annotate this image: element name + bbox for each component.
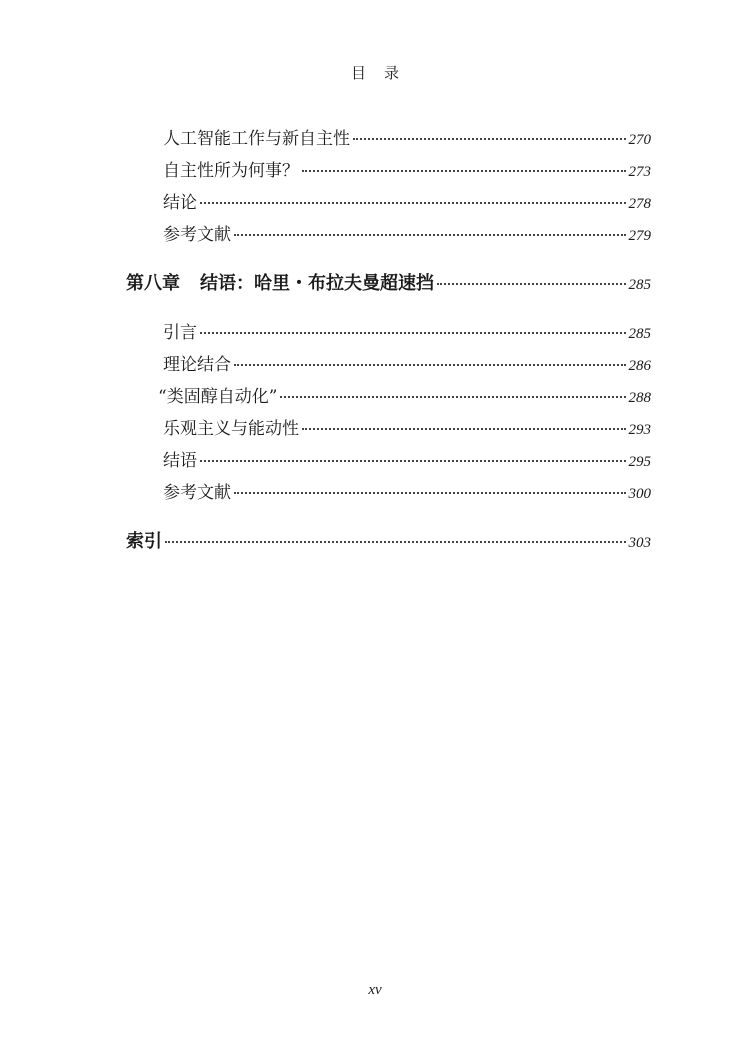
toc-entry-page: 278 xyxy=(628,196,651,212)
dot-leader xyxy=(200,460,626,462)
page-number: xv xyxy=(368,982,382,998)
dot-leader xyxy=(234,234,626,236)
dot-leader xyxy=(302,428,626,430)
toc-entry-title: 自主性所为何事？ xyxy=(163,161,299,181)
toc-chapter-title xyxy=(126,269,434,295)
toc-entry-title: “类固醇自动化” xyxy=(158,387,278,407)
toc-index-entry[interactable] xyxy=(126,527,651,553)
toc-index-title: 索引 xyxy=(126,531,162,552)
chapter-title: 结语：哈里・布拉夫曼超速挡 xyxy=(200,273,434,294)
toc-entry[interactable] xyxy=(163,478,651,503)
toc-entry[interactable] xyxy=(163,446,651,471)
toc-entry-title: 乐观主义与能动性 xyxy=(163,419,299,439)
dot-leader xyxy=(234,364,626,366)
toc-entry[interactable] xyxy=(163,156,651,181)
dot-leader xyxy=(280,396,625,398)
dot-leader xyxy=(353,138,626,140)
toc-entry-page: 288 xyxy=(628,390,651,406)
toc-entry[interactable] xyxy=(163,124,651,149)
toc-entry-page: 285 xyxy=(628,277,651,293)
dot-leader xyxy=(234,492,626,494)
toc-entry[interactable] xyxy=(158,382,651,407)
dot-leader xyxy=(200,332,626,334)
page-header xyxy=(0,62,750,83)
toc-entry[interactable] xyxy=(163,188,651,213)
chapter-label: 第八章 xyxy=(126,273,180,294)
dot-leader xyxy=(437,283,626,285)
toc-entry[interactable] xyxy=(163,350,651,375)
toc-entry[interactable] xyxy=(163,220,651,245)
toc-entry-page: 286 xyxy=(628,358,651,374)
toc-entry-page: 293 xyxy=(628,422,651,438)
toc-entry-title: 人工智能工作与新自主性 xyxy=(163,129,350,149)
toc-entry-page: 273 xyxy=(628,164,651,180)
toc-entry[interactable] xyxy=(163,318,651,343)
header-title-part2: 录 xyxy=(384,64,400,82)
toc-chapter-entry[interactable] xyxy=(126,269,651,295)
toc-entry-title: 结论 xyxy=(163,193,197,213)
toc-entry-page: 270 xyxy=(628,132,651,148)
dot-leader xyxy=(165,541,626,543)
toc-entry-page: 295 xyxy=(628,454,651,470)
toc-entry-page: 285 xyxy=(628,326,651,342)
toc-entry-page: 300 xyxy=(628,486,651,502)
dot-leader xyxy=(200,202,626,204)
toc-entry-title: 结语 xyxy=(163,451,197,471)
toc-entry[interactable] xyxy=(163,414,651,439)
toc-entry-title: 理论结合 xyxy=(163,355,231,375)
dot-leader xyxy=(302,170,626,172)
toc-entry-page: 303 xyxy=(628,535,651,551)
toc-entry-title: 引言 xyxy=(163,323,197,343)
header-title-part1: 目 xyxy=(350,64,366,82)
toc-entry-page: 279 xyxy=(628,228,651,244)
toc-entry-title: 参考文献 xyxy=(163,483,231,503)
toc-entry-title: 参考文献 xyxy=(163,225,231,245)
